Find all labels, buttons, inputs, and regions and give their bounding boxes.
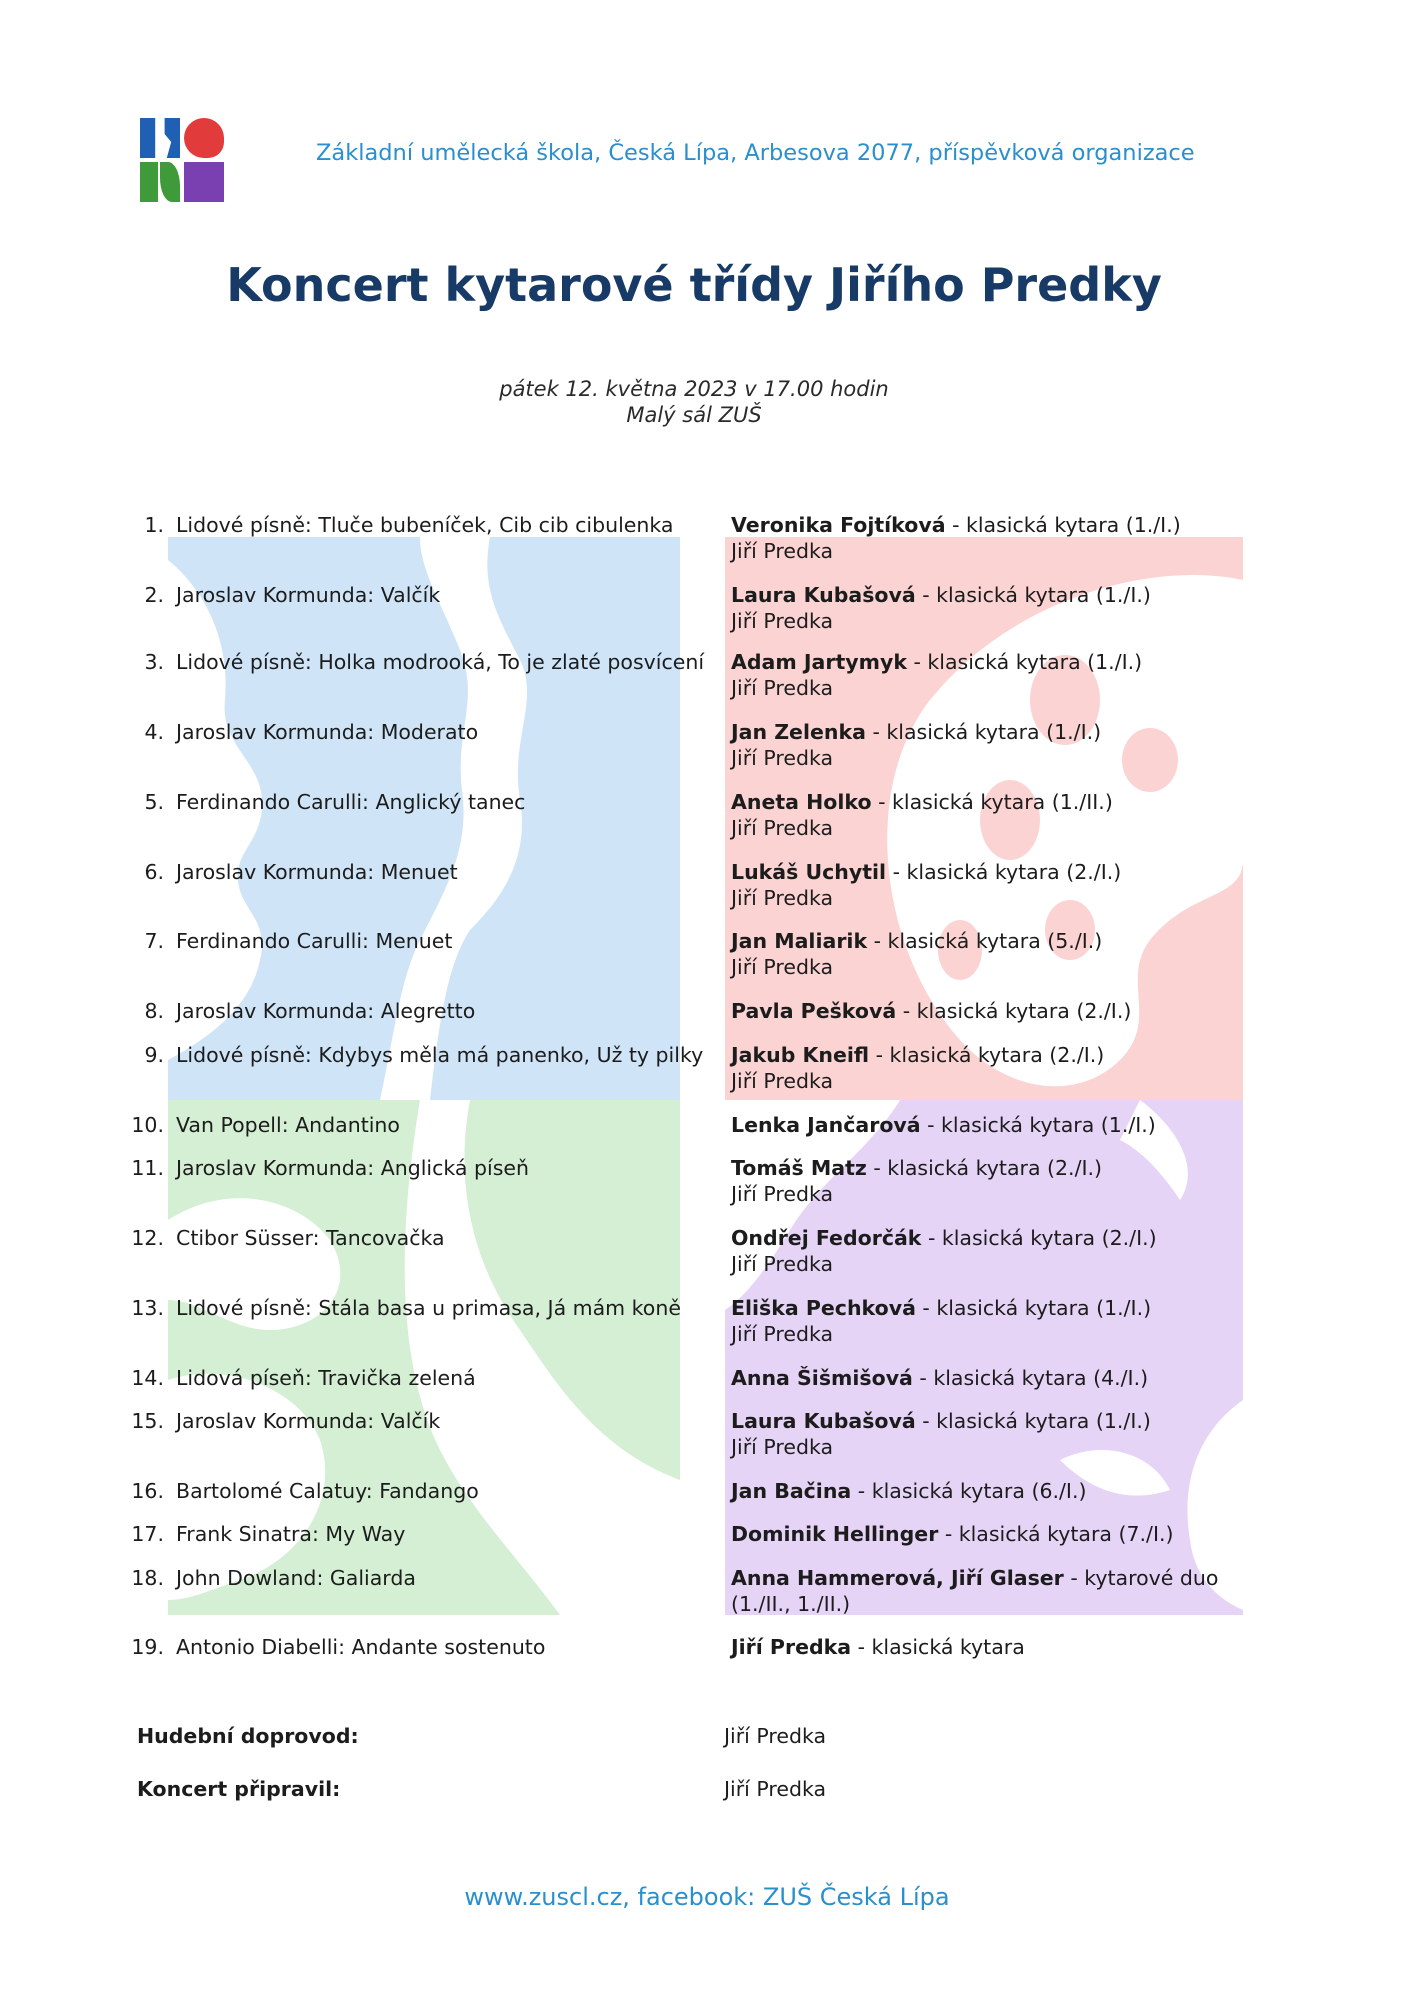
performer-name: Jiří Predka — [731, 1635, 852, 1659]
performer — [731, 1225, 1261, 1277]
item-number: 18. — [131, 1566, 164, 1590]
performer — [731, 1365, 1261, 1391]
performer-instrument: - klasická kytara (2./I.) — [869, 1043, 1105, 1067]
piece-title: Frank Sinatra: My Way — [176, 1522, 406, 1546]
accompaniment-label: Hudební doprovod: — [137, 1724, 359, 1748]
teacher-name: Jiří Predka — [731, 1435, 834, 1459]
performer-name: Veronika Fojtíková — [731, 513, 946, 537]
item-number: 14. — [131, 1366, 164, 1390]
performer-name: Anna Šišmišová — [731, 1366, 913, 1390]
performer-name: Adam Jartymyk — [731, 650, 907, 674]
teacher-name: Jiří Predka — [731, 1069, 834, 1093]
performer-instrument: - klasická kytara (1./I.) — [915, 1409, 1151, 1433]
piece-title: Jaroslav Kormunda: Menuet — [176, 860, 458, 884]
performer-instrument: - klasická kytara (1./I.) — [906, 650, 1143, 674]
performer-instrument: - klasická kytara (1./I.) — [915, 583, 1151, 607]
performer — [731, 582, 1261, 634]
performer — [731, 1112, 1261, 1138]
performer-instrument: - klasická kytara — [851, 1635, 1025, 1659]
item-number: 19. — [131, 1635, 164, 1659]
performer — [731, 789, 1261, 841]
prepared-value: Jiří Predka — [724, 1777, 827, 1801]
concert-date: pátek 12. května 2023 v 17.00 hodin — [499, 377, 889, 401]
performer-instrument: - klasická kytara (2./I.) — [866, 1156, 1103, 1180]
item-number: 6. — [144, 860, 164, 884]
item-number: 5. — [144, 790, 164, 814]
prepared-label: Koncert připravil: — [137, 1777, 341, 1801]
performer — [731, 1155, 1261, 1207]
piece-title: Ctibor Süsser: Tancovačka — [176, 1226, 445, 1250]
concert-venue: Malý sál ZUŠ — [626, 403, 762, 427]
performer — [731, 859, 1261, 911]
performer-name: Pavla Pešková — [731, 999, 897, 1023]
performer-name: Tomáš Matz — [731, 1156, 867, 1180]
performer-name: Jan Zelenka — [731, 720, 866, 744]
performer-instrument: - klasická kytara (1./I.) — [865, 720, 1102, 744]
piece-title: Bartolomé Calatuy: Fandango — [176, 1479, 479, 1503]
performer-name: Anna Hammerová, Jiří Glaser — [731, 1566, 1064, 1590]
performer-instrument: - klasická kytara (4./I.) — [912, 1366, 1149, 1390]
accompaniment-value: Jiří Predka — [724, 1724, 827, 1748]
performer-instrument: - klasická kytara (5./I.) — [867, 929, 1103, 953]
item-number: 2. — [144, 583, 164, 607]
performer-instrument: - klasická kytara (2./I.) — [921, 1226, 1157, 1250]
website-link[interactable]: www.zuscl.cz, facebook: ZUŠ Česká Lípa — [464, 1883, 950, 1911]
item-number: 16. — [131, 1479, 164, 1503]
performer — [731, 512, 1261, 564]
performer — [731, 928, 1261, 980]
item-number: 8. — [144, 999, 164, 1023]
performer-instrument: - klasická kytara (1./I.) — [945, 513, 1181, 537]
item-number: 15. — [131, 1409, 164, 1433]
teacher-name: Jiří Predka — [731, 539, 834, 563]
performer-instrument: - klasická kytara (1./I.) — [915, 1296, 1152, 1320]
piece-title: John Dowland: Galiarda — [176, 1566, 416, 1590]
piece-title: Lidové písně: Holka modrooká, To je zlaté posvícení — [176, 650, 705, 674]
performer — [731, 1478, 1261, 1504]
performer-instrument: - klasická kytara (1./II.) — [871, 790, 1113, 814]
item-number: 11. — [131, 1156, 164, 1180]
performer-instrument: - klasická kytara (6./I.) — [851, 1479, 1087, 1503]
performer-name: Aneta Holko — [731, 790, 872, 814]
piece-title: Van Popell: Andantino — [176, 1113, 400, 1137]
performer — [731, 1634, 1261, 1660]
piece-title: Lidové písně: Tluče bubeníček, Cib cib cibulenka — [176, 513, 674, 537]
performer-name: Ondřej Fedorčák — [731, 1226, 922, 1250]
piece-title: Lidové písně: Kdybys měla má panenko, Už ty pilky — [176, 1043, 704, 1067]
performer — [731, 1295, 1261, 1347]
performer — [731, 649, 1261, 701]
item-number: 9. — [144, 1043, 164, 1067]
teacher-name: Jiří Predka — [731, 609, 834, 633]
performer-instrument: - klasická kytara (2./I.) — [896, 999, 1132, 1023]
performer — [731, 1565, 1261, 1617]
teacher-name: Jiří Predka — [731, 1322, 834, 1346]
piece-title: Jaroslav Kormunda: Moderato — [176, 720, 479, 744]
item-number: 12. — [131, 1226, 164, 1250]
performer — [731, 1408, 1261, 1460]
item-number: 7. — [144, 929, 164, 953]
item-number: 4. — [144, 720, 164, 744]
performer-instrument: - klasická kytara (7./I.) — [938, 1522, 1174, 1546]
performer-instrument: - klasická kytara (2./I.) — [886, 860, 1122, 884]
performer-instrument: - klasická kytara (1./I.) — [920, 1113, 1156, 1137]
performer — [731, 1042, 1261, 1094]
performer-name: Lenka Jančarová — [731, 1113, 921, 1137]
item-number: 10. — [131, 1113, 164, 1137]
item-number: 3. — [144, 650, 164, 674]
teacher-name: Jiří Predka — [731, 1182, 834, 1206]
item-number: 13. — [131, 1296, 164, 1320]
piece-title: Jaroslav Kormunda: Alegretto — [176, 999, 476, 1023]
performer-instrument: - kytarové duo (1./II., 1./II.) — [731, 1566, 1219, 1616]
teacher-name: Jiří Predka — [731, 955, 834, 979]
piece-title: Ferdinando Carulli: Menuet — [176, 929, 453, 953]
performer-name: Lukáš Uchytil — [731, 860, 887, 884]
piece-title: Lidové písně: Stála basa u primasa, Já mám koně — [176, 1296, 681, 1320]
piece-title: Jaroslav Kormunda: Anglická píseň — [176, 1156, 529, 1180]
teacher-name: Jiří Predka — [731, 816, 834, 840]
performer — [731, 998, 1261, 1024]
performer-name: Laura Kubašová — [731, 583, 916, 607]
piece-title: Antonio Diabelli: Andante sostenuto — [176, 1635, 546, 1659]
piece-title: Ferdinando Carulli: Anglický tanec — [176, 790, 526, 814]
performer-name: Jakub Kneifl — [731, 1043, 870, 1067]
performer-name: Dominik Hellinger — [731, 1522, 939, 1546]
performer — [731, 719, 1261, 771]
piece-title: Lidová píseň: Travička zelená — [176, 1366, 476, 1390]
teacher-name: Jiří Predka — [731, 746, 834, 770]
page-title: Koncert kytarové třídy Jiřího Predky — [226, 258, 1162, 312]
performer-name: Eliška Pechková — [731, 1296, 916, 1320]
item-number: 17. — [131, 1522, 164, 1546]
teacher-name: Jiří Predka — [731, 1252, 834, 1276]
piece-title: Jaroslav Kormunda: Valčík — [176, 1409, 441, 1433]
teacher-name: Jiří Predka — [731, 886, 834, 910]
item-number: 1. — [144, 513, 164, 537]
teacher-name: Jiří Predka — [731, 676, 834, 700]
performer-name: Jan Maliarik — [731, 929, 868, 953]
school-name: Základní umělecká škola, Česká Lípa, Arbesova 2077, příspěvková organizace — [316, 140, 1195, 166]
performer-name: Jan Bačina — [731, 1479, 852, 1503]
performer-name: Laura Kubašová — [731, 1409, 916, 1433]
performer — [731, 1521, 1261, 1547]
piece-title: Jaroslav Kormunda: Valčík — [176, 583, 441, 607]
